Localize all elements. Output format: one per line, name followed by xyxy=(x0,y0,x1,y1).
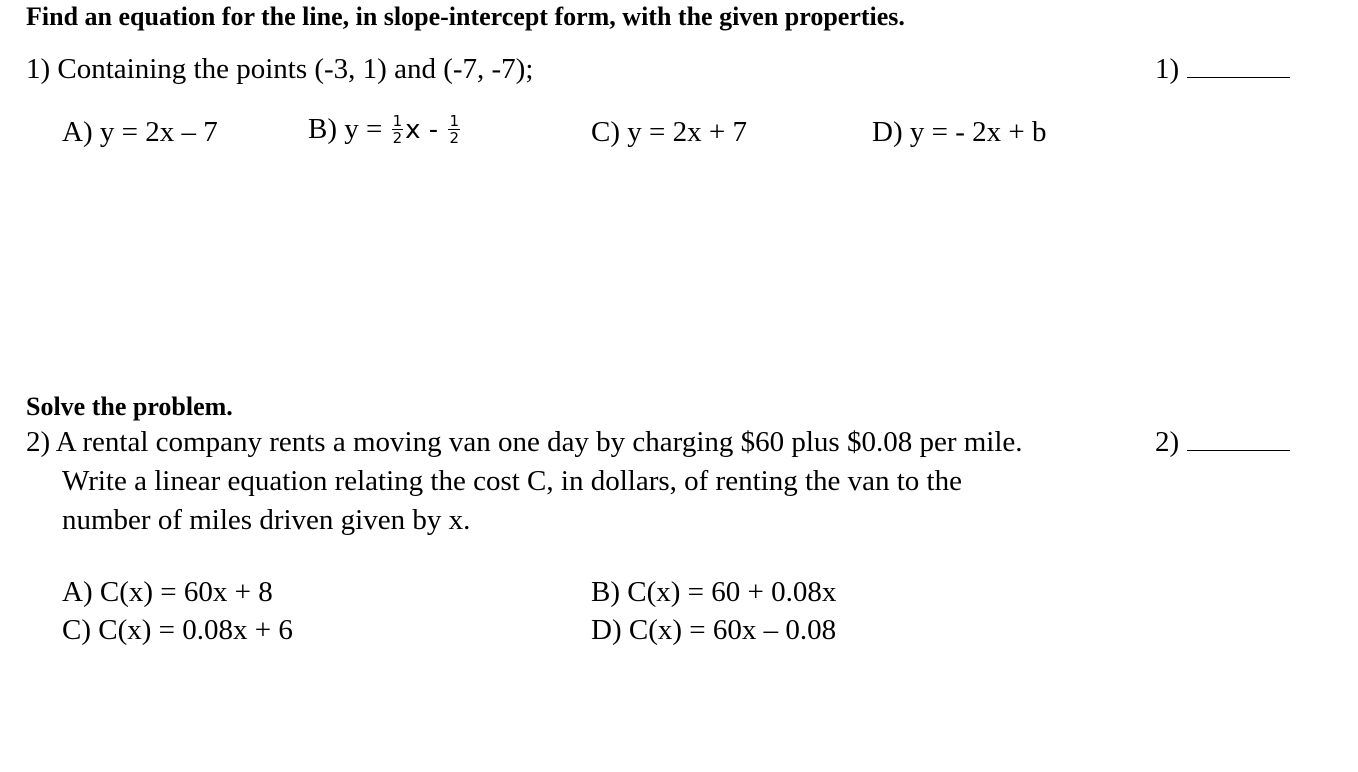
answer-blank-1[interactable] xyxy=(1187,53,1290,78)
answer-slot-2 xyxy=(1155,426,1290,459)
fraction-denominator: 2 xyxy=(449,128,460,147)
answer-label-1: 1) xyxy=(1155,53,1180,85)
fraction-numerator: 1 xyxy=(449,111,460,130)
answer-blank-2[interactable] xyxy=(1187,426,1290,451)
q2-choice-c: C) C(x) = 0.08x + 6 xyxy=(62,614,293,646)
q1-choice-a: A) y = 2x – 7 xyxy=(62,116,218,148)
question-2-line-3: number of miles driven given by x. xyxy=(62,504,471,536)
q1-choice-b xyxy=(308,113,462,148)
q1-choice-b-fraction-1 xyxy=(392,113,404,146)
q2-choice-b: B) C(x) = 60 + 0.08x xyxy=(591,576,837,608)
fraction-denominator: 2 xyxy=(392,128,403,147)
question-2-line-1: 2) A rental company rents a moving van one day by charging $60 plus $0.08 per mile. xyxy=(26,426,1023,458)
section-heading-solve-problem: Solve the problem. xyxy=(26,392,233,421)
q1-choice-b-fraction-2 xyxy=(448,113,460,146)
section-heading-slope-intercept: Find an equation for the line, in slope-intercept form, with the given properties. xyxy=(26,2,905,31)
q2-choice-d: D) C(x) = 60x – 0.08 xyxy=(591,614,837,646)
q1-choice-d: D) y = - 2x + b xyxy=(872,116,1047,148)
question-2-line-2: Write a linear equation relating the cost C, in dollars, of renting the van to the xyxy=(62,465,962,497)
q1-choice-b-prefix: B) y = xyxy=(308,113,390,145)
q1-choice-b-middle: x - xyxy=(405,115,447,145)
fraction-numerator: 1 xyxy=(392,111,403,130)
answer-label-2: 2) xyxy=(1155,426,1180,458)
question-1-text: 1) Containing the points (-3, 1) and (-7, -7); xyxy=(26,53,534,85)
q2-choice-a: A) C(x) = 60x + 8 xyxy=(62,576,273,608)
q1-choice-c: C) y = 2x + 7 xyxy=(591,116,747,148)
answer-slot-1 xyxy=(1155,53,1290,86)
